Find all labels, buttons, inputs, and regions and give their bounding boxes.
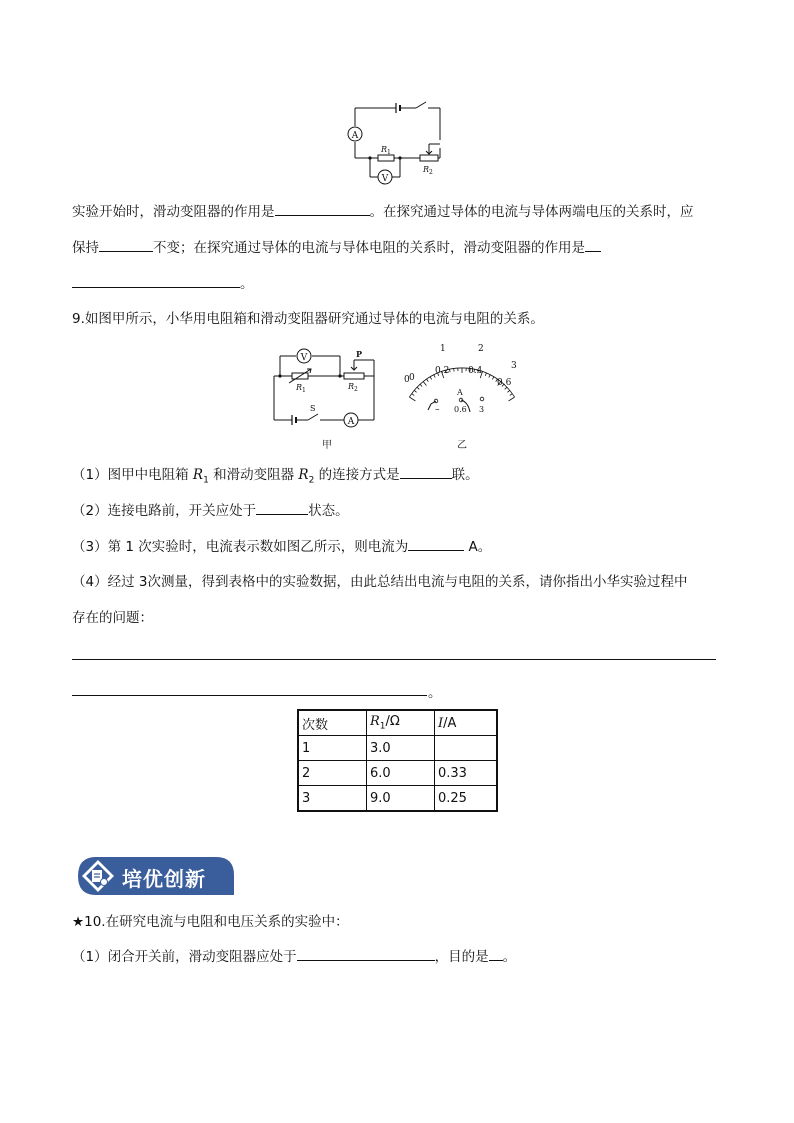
dial-tick [420, 384, 422, 386]
q9-part-3: （3）第 1 次实验时，电流表示数如图乙所示，则电流为 A。 [72, 536, 491, 557]
section-title: 培优创新 [122, 867, 206, 891]
r1-label: R [381, 145, 388, 154]
jia-voltmeter-label: V [300, 353, 308, 363]
r1-sub: 1 [387, 149, 391, 156]
table-row: 3 9.0 0.25 [298, 786, 497, 812]
jia-switch-label: S [310, 404, 316, 413]
figure-jia-circuit [270, 344, 382, 452]
jia-r1-sub: 1 [302, 387, 306, 394]
jia-ammeter-label: A [347, 417, 355, 427]
scale-top-3: 3 [511, 361, 517, 371]
r2-label: R [423, 165, 430, 174]
q8-blank-3-start[interactable] [585, 237, 601, 252]
q9-part-4-line-1: （4）经过 3次测量，得到表格中的实验数据，由此总结出电流与电阻的关系，请你指出小华实验过程中 [72, 574, 688, 590]
q9-blank-2[interactable] [256, 500, 308, 515]
jia-r1-label: R [296, 383, 303, 392]
figure-yi-caption: 乙 [457, 440, 467, 451]
terminal-label: A [457, 388, 463, 397]
dial-tick [423, 382, 426, 386]
dial-tick [409, 397, 415, 401]
scale-top-1: 1 [440, 344, 446, 354]
terminal-3: 3 [479, 405, 485, 414]
q10-stem: ★10.在研究电流与电阻和电压关系的实验中： [72, 914, 349, 930]
q9-data-table [297, 709, 498, 812]
dial-tick [414, 390, 416, 392]
dial-tick [427, 379, 429, 382]
dial-tick [485, 373, 486, 376]
dial-tick [492, 377, 494, 380]
jia-r2-label: R [348, 382, 355, 391]
scale-top-2: 2 [478, 344, 484, 354]
circuit-diagram-1 [340, 100, 460, 185]
dial-tick [450, 369, 451, 372]
q9-blank-3[interactable] [408, 536, 464, 551]
scale-bottom-2: 0.4 [468, 366, 483, 376]
q10-blank-2[interactable] [489, 946, 503, 961]
scale-top-0: 0 [409, 373, 415, 383]
table-header-row [298, 710, 497, 736]
header-current: I/A [435, 710, 498, 736]
q10-blank-1[interactable] [297, 946, 435, 961]
q9-answer-line-1[interactable] [72, 659, 716, 660]
ammeter-label: A [351, 131, 359, 141]
dial-tick [507, 390, 509, 392]
table-row: 2 6.0 0.33 [298, 761, 497, 786]
jia-r2-sub: 2 [354, 386, 358, 393]
q8-blank-2[interactable] [99, 237, 153, 252]
scale-bottom-3: 0.6 [497, 378, 512, 388]
dial-tick [412, 394, 414, 396]
q9-stem: 9.如图甲所示，小华用电阻箱和滑动变阻器研究通过导体的电流与电阻的关系。 [72, 311, 544, 327]
dial-tick [509, 397, 515, 401]
q9-answer-line-2[interactable] [72, 695, 427, 696]
dial-tick [430, 377, 432, 380]
q9-blank-1[interactable] [400, 464, 452, 479]
table-row: 1 3.0 [298, 736, 497, 761]
figure-yi-ammeter-dial [398, 338, 526, 452]
q8-line-1: 实验开始时，滑动变阻器的作用是 。在探究通过导体的电流与导体两端电压的关系时，应 [72, 201, 694, 222]
dial-tick [510, 394, 512, 396]
voltmeter-label: V [381, 174, 389, 184]
terminal-minus: – [435, 405, 440, 415]
q10-part-1: （1）闭合开关前，滑动变阻器应处于 ，目的是 。 [72, 946, 516, 967]
q9-answer-end: 。 [428, 685, 442, 701]
q8-blank-3[interactable] [72, 273, 240, 288]
q8-line-2: 保持 不变；在探究通过导体的电流与导体电阻的关系时，滑动变阻器的作用是 [72, 237, 601, 258]
q9-part-1: （1）图甲中电阻箱 $R_1$ 和滑动变阻器 $R_2$ 的连接方式是 联。 [72, 464, 479, 491]
jia-p-label: P [356, 349, 363, 359]
q9-part-2: （2）连接电路前，开关应处于 状态。 [72, 500, 349, 521]
header-resistance: $R_1/\Omega$ [367, 710, 435, 736]
scale-bottom-1: 0.2 [435, 366, 450, 376]
dial-tick [417, 387, 419, 389]
q9-part-4-line-2: 存在的问题： [72, 610, 153, 626]
terminal-0-6: 0.6 [454, 405, 467, 414]
q8-line-3: 。 [72, 273, 254, 294]
header-count: 次数 [298, 710, 367, 736]
table-cell-empty[interactable] [435, 736, 498, 761]
r2-sub: 2 [429, 169, 433, 176]
dial-tick [489, 375, 490, 378]
figure-jia-caption: 甲 [322, 440, 332, 451]
q8-blank-1[interactable] [275, 201, 370, 216]
scale-bottom-0: 0 [404, 375, 410, 385]
